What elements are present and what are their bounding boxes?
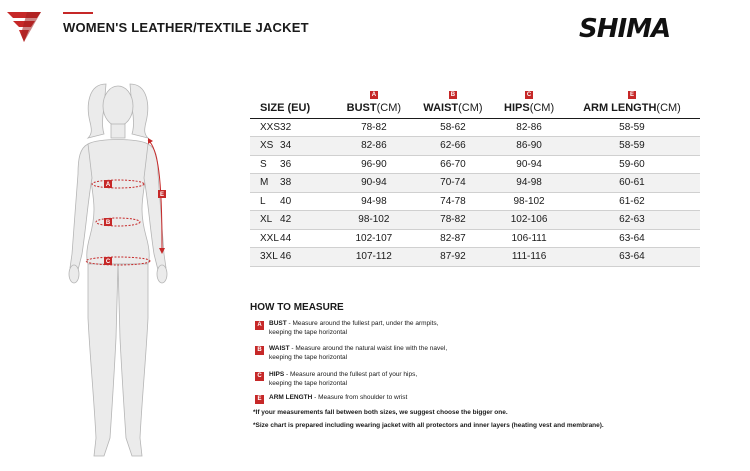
header-accent-rule <box>63 12 93 14</box>
table-header-row <box>250 86 700 118</box>
arm-length-badge: E <box>629 91 634 98</box>
table-row: XXS 32 78-82 58-62 82-86 58-59 <box>250 118 700 137</box>
table-row: XXL 44 102-107 82-87 106-111 63-64 <box>250 229 700 248</box>
table-row: XL 42 98-102 78-82 102-106 62-63 <box>250 211 700 230</box>
hips-badge: C <box>526 91 532 98</box>
page-title: WOMEN'S LEATHER/TEXTILE JACKET <box>63 20 309 35</box>
table-row: M 38 90-94 70-74 94-98 60-61 <box>250 174 700 193</box>
table-row: XS 34 82-86 62-66 86-90 58-59 <box>250 137 700 156</box>
header-bust: A BUST(CM) <box>346 91 402 114</box>
brand-mark-icon <box>7 12 43 42</box>
body-figure-illustration <box>58 78 178 468</box>
measure-badge-b: B <box>255 346 264 355</box>
brand-logo <box>577 15 737 39</box>
measure-item-bust: A BUST - Measure around the fullest part, under the armpits, keeping the tape horizontal <box>255 320 489 337</box>
note-between-sizes: *If your measurements fall between both sizes, we suggest choose the bigger one. <box>253 409 508 416</box>
measure-item-hips: C HIPS - Measure around the fullest part of your hips, keeping the tape horizontal <box>255 371 489 388</box>
table-row: L 40 94-98 74-78 98-102 61-62 <box>250 192 700 211</box>
measure-item-waist: B WAIST - Measure around the natural waist line with the navel, keeping the tape horizontal <box>255 345 489 362</box>
waist-badge: B <box>450 91 456 98</box>
header-arm-length: E ARM LENGTH(CM) <box>583 91 681 114</box>
bust-badge: A <box>371 91 377 98</box>
measure-item-arm-length: E ARM LENGTH - Measure from shoulder to wrist <box>255 394 489 404</box>
measure-badge-a: A <box>255 321 264 330</box>
table-row: S 36 96-90 66-70 90-94 59-60 <box>250 155 700 174</box>
figure-marker-e: E <box>159 192 165 199</box>
how-to-measure-title: HOW TO MEASURE <box>250 302 344 313</box>
measure-badge-e: E <box>255 395 264 404</box>
brand-wordmark: SHIMA <box>579 15 671 39</box>
measure-badge-c: C <box>255 372 264 381</box>
note-chart-prepared: *Size chart is prepared including wearing jacket with all protectors and inner layers (heating vest and membrane). <box>253 422 604 429</box>
table-row: 3XL 46 107-112 87-92 111-116 63-64 <box>250 248 700 267</box>
figure-marker-c: C <box>105 259 111 266</box>
size-chart-table <box>250 86 700 267</box>
figure-marker-a: A <box>105 182 111 189</box>
header-hips: C HIPS(CM) <box>504 91 555 114</box>
header-waist: B WAIST(CM) <box>423 91 483 114</box>
figure-marker-b: B <box>105 220 111 227</box>
header-size: SIZE (EU) <box>260 101 311 114</box>
